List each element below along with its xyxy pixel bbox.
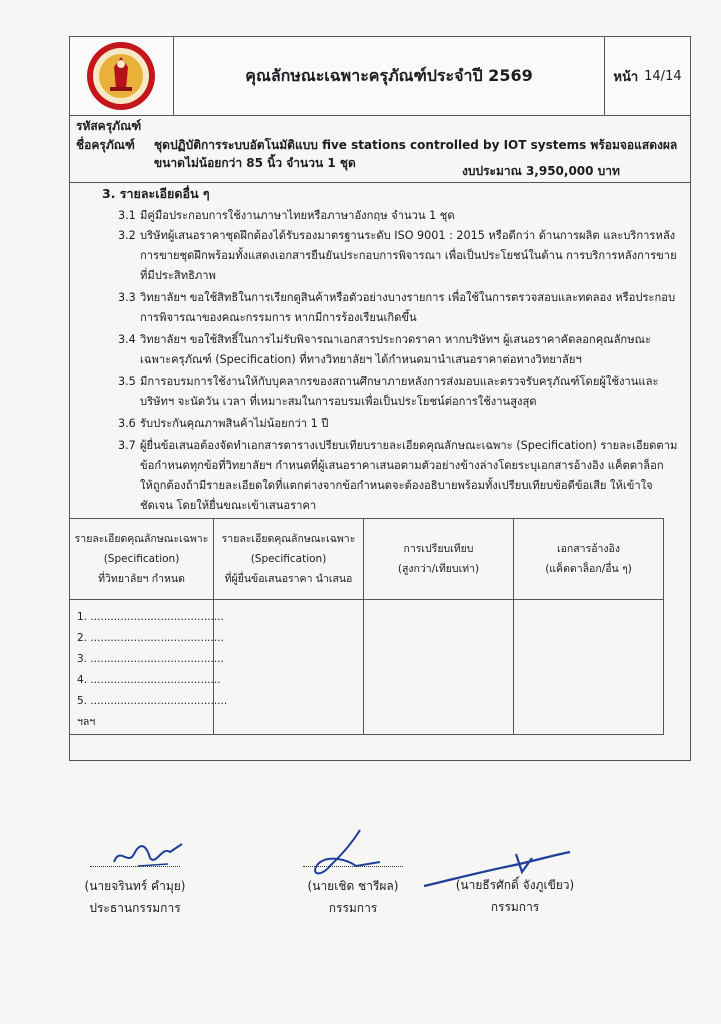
detail-text: วิทยาลัยฯ ขอใช้สิทธิ์ในการไม่รับพิจารณาเอกสารประกวดราคา หากบริษัทฯ ผู้เสนอราคาคัดลอกคุณลักษณะเฉพาะครุภัณฑ์ (Specification) ที่ทางวิทยาลัยฯ ได้กำหนดมานำเสนอราคาต่อทางวิทยาลัยฯ bbox=[140, 333, 651, 366]
signer-name: (นายเชิด ชารีผล) bbox=[307, 879, 399, 893]
header-reference: เอกสารอ้างอิง (แค็ตตาล็อก/อื่น ๆ) bbox=[514, 519, 664, 600]
detail-number: 3.5 bbox=[118, 375, 136, 388]
detail-item bbox=[118, 206, 678, 226]
comparison-cell bbox=[364, 600, 514, 735]
detail-number: 3.7 bbox=[118, 439, 136, 452]
detail-number: 3.6 bbox=[118, 417, 136, 430]
detail-item bbox=[118, 330, 678, 370]
detail-text: มีการอบรมการใช้งานให้กับบุคลากรของสถานศึกษาภายหลังการส่งมอบและตรวจรับครุภัณฑ์โดยผู้ใช้งานและบริษัทฯ จะนัดวัน เวลา ที่เหมาะสมในการอบรมเพื่อเป็นประโยชน์ต่อการใช้งานสูงสุด bbox=[140, 375, 659, 408]
detail-text: มีคู่มือประกอบการใช้งานภาษาไทยหรือภาษาอังกฤษ จำนวน 1 ชุด bbox=[140, 209, 455, 222]
logo-cell bbox=[70, 37, 174, 115]
product-code-label: รหัสครุภัณฑ์ bbox=[76, 119, 142, 133]
page-number bbox=[605, 37, 690, 115]
detail-number: 3.1 bbox=[118, 209, 136, 222]
detail-item bbox=[118, 372, 678, 412]
list-item: 2. ........................................ bbox=[77, 632, 224, 644]
document-title: คุณลักษณะเฉพาะครุภัณฑ์ประจำปี 2569 bbox=[174, 37, 605, 115]
detail-text: ผู้ยื่นข้อเสนอต้องจัดทำเอกสารตารางเปรียบเทียบรายละเอียดคุณลักษณะเฉพาะ (Specification) รายละเอียดตามข้อกำหนดทุกข้อที่วิทยาลัยฯ กำหนดที่ผู้เสนอราคาเสนอตามตัวอย่างข้างล่างโดยระบุเอกสารอ้างอิง แค็ตตาล็อก ให้ถูกต้องถ้ามีรายละเอียดใดที่แตกต่างจากข้อกำหนดจะต้องอธิบายพร้อมทั้งเปรียบเทียบข้อดีข้อเสีย ให้เข้าใจชัดเจน โดยให้ยื่นขณะเข้าเสนอราคา bbox=[140, 439, 678, 512]
detail-item bbox=[118, 288, 678, 328]
list-item: 1. ........................................ bbox=[77, 611, 224, 623]
signer-role: กรรมการ bbox=[328, 901, 378, 915]
detail-text: วิทยาลัยฯ ขอใช้สิทธิในการเรียกดูสินค้าหรือตัวอย่างบางรายการ เพื่อใช้ในการตรวจสอบและทดลอง หรือประกอบการพิจารณาของคณะกรรมการ หากมีการร้องเรียนเกิดขึ้น bbox=[140, 291, 676, 324]
signature-block-member-2 bbox=[430, 866, 600, 918]
signature-block-member-1 bbox=[278, 866, 428, 919]
comparison-table bbox=[69, 518, 664, 735]
document-header bbox=[69, 36, 691, 116]
detail-text: บริษัทผู้เสนอราคาชุดฝึกต้องได้รับรองมาตรฐานระดับ ISO 9001 : 2015 หรือดีกว่า ด้านการผลิต และบริการหลังการขายชุดฝึกพร้อมทั้งแสดงเอกสารยืนยันประกอบการพิจารณา เพื่อเป็นประโยชน์ในด้าน การบริการหลังการขายที่มีประสิทธิภาพ bbox=[140, 229, 677, 282]
header-spec-offered: รายละเอียดคุณลักษณะเฉพาะ (Specification) ที่ผู้ยื่นข้อเสนอราคา นำเสนอ bbox=[214, 519, 364, 600]
product-name-label: ชื่อครุภัณฑ์ bbox=[76, 138, 135, 152]
budget-amount: งบประมาณ 3,950,000 บาท bbox=[462, 164, 620, 178]
signer-name: (นายจรินทร์ คำมุย) bbox=[84, 879, 186, 893]
table-row bbox=[70, 600, 664, 735]
header-comparison: การเปรียบเทียบ (สูงกว่า/เทียบเท่า) bbox=[364, 519, 514, 600]
vocational-education-seal-icon bbox=[70, 37, 173, 115]
signature-block-chairman bbox=[60, 866, 210, 919]
section-heading: 3. รายละเอียดอื่น ๆ bbox=[102, 186, 210, 201]
detail-number: 3.2 bbox=[118, 229, 136, 242]
list-item: ฯลฯ bbox=[77, 716, 96, 728]
detail-item bbox=[118, 226, 678, 286]
detail-number: 3.4 bbox=[118, 333, 136, 346]
spec-list-cell bbox=[70, 600, 228, 735]
list-item: 5. ......................................... bbox=[77, 695, 228, 707]
reference-cell bbox=[514, 600, 664, 735]
page-value: 14/14 bbox=[644, 68, 682, 84]
list-item: 3. ........................................ bbox=[77, 653, 224, 665]
header-spec-required: รายละเอียดคุณลักษณะเฉพาะ (Specification) ที่วิทยาลัยฯ กำหนด bbox=[70, 519, 214, 600]
signer-name: (นายธีรศักดิ์ จังภูเขียว) bbox=[455, 878, 575, 892]
detail-item bbox=[118, 414, 678, 434]
list-item: 4. ....................................... bbox=[77, 674, 221, 686]
table-header-row bbox=[70, 519, 664, 600]
offered-cell bbox=[214, 600, 364, 735]
detail-number: 3.3 bbox=[118, 291, 136, 304]
signer-role: กรรมการ bbox=[490, 900, 540, 914]
product-name: ชุดปฏิบัติการระบบอัตโนมัติแบบ five stations controlled by IOT systems พร้อมจอแสดงผลขนาดไม่น้อยกว่า 85 นิ้ว จำนวน 1 ชุด bbox=[154, 138, 678, 170]
signer-role: ประธานกรรมการ bbox=[89, 901, 181, 915]
detail-item bbox=[118, 436, 678, 516]
detail-text: รับประกันคุณภาพสินค้าไม่น้อยกว่า 1 ปี bbox=[140, 417, 329, 430]
product-info bbox=[69, 114, 691, 183]
page-label: หน้า bbox=[613, 69, 639, 85]
